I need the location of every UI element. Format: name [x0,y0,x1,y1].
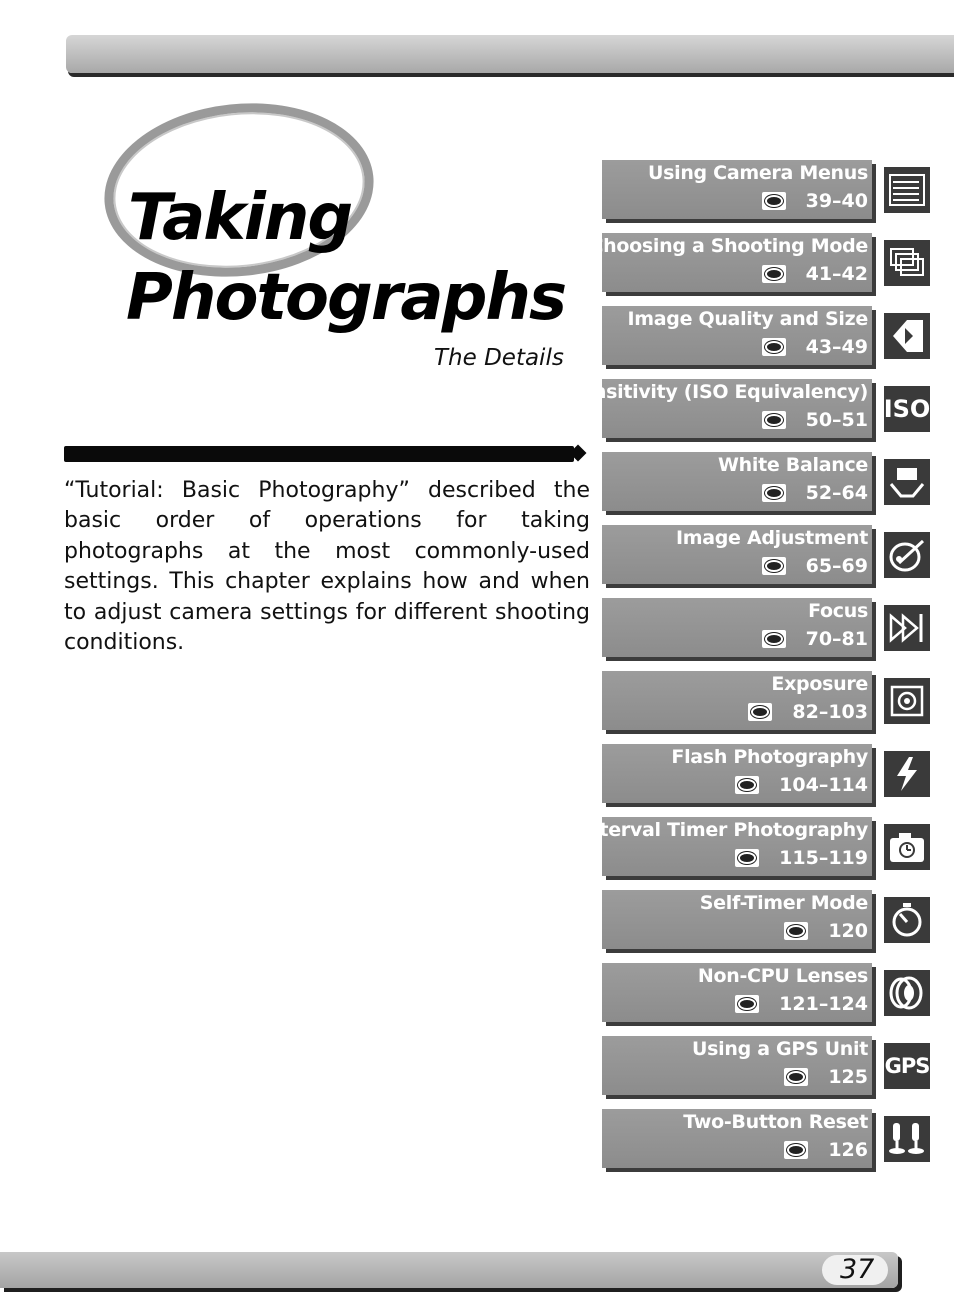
toc-item-focus[interactable] [602,598,932,671]
toc-tab [602,1036,872,1095]
toc-page-ref [762,555,868,577]
toc-pages: 121–124 [779,993,868,1015]
chapter-contents-list [566,160,932,1182]
toc-pages: 39–40 [805,190,868,212]
page-number: 37 [840,1254,875,1285]
focus-icon [884,605,930,651]
reference-eye-icon [762,411,786,429]
toc-item-sensitivity[interactable] [566,379,932,452]
gps-icon-text: GPS [884,1054,930,1078]
toc-page-ref [762,482,868,504]
toc-pages: 70–81 [805,628,868,650]
toc-label: White Balance [718,454,868,476]
toc-tab [602,525,872,584]
toc-pages: 41–42 [805,263,868,285]
white-balance-icon [884,459,930,505]
lens-icon [884,970,930,1016]
reference-eye-icon [748,703,772,721]
toc-page-ref [762,190,868,212]
toc-item-exposure[interactable] [602,671,932,744]
section-rule [64,446,574,462]
image-adjustment-icon [884,532,930,578]
toc-tab [602,306,872,365]
toc-label: Two-Button Reset [683,1111,868,1133]
footer-bar [0,1252,898,1288]
toc-item-interval-timer[interactable] [579,817,932,890]
toc-label: Image Adjustment [675,527,868,549]
toc-page-ref [784,920,868,942]
toc-label: Non-CPU Lenses [697,965,868,987]
toc-tab [602,671,872,730]
toc-label: Using Camera Menus [647,162,868,184]
toc-page-ref [762,409,868,431]
reference-eye-icon [784,922,808,940]
reference-eye-icon [762,557,786,575]
toc-pages: 43–49 [805,336,868,358]
toc-page-ref [784,1139,868,1161]
toc-pages: 104–114 [779,774,868,796]
toc-pages: 50–51 [805,409,868,431]
toc-pages: 52–64 [805,482,868,504]
toc-page-ref [762,336,868,358]
intro-paragraph: “Tutorial: Basic Photography” described the basic order of operations for taking photographs at the most commonly-used settings. This chapter explains how and when to adjust camera settings for different shooting conditions. [64,478,590,656]
chapter-title-line-2: Photographs [126,261,566,335]
reference-eye-icon [784,1141,808,1159]
toc-pages: 125 [828,1066,868,1088]
toc-page-ref [735,993,868,1015]
two-button-reset-icon [884,1116,930,1162]
toc-item-white-balance[interactable] [602,452,932,525]
reference-eye-icon [735,776,759,794]
toc-pages: 115–119 [779,847,868,869]
toc-page-ref [735,774,868,796]
toc-tab [602,160,872,219]
reference-eye-icon [735,995,759,1013]
toc-pages: 82–103 [792,701,868,723]
toc-tab [566,379,872,438]
toc-label: Exposure [771,673,868,695]
toc-page-ref [762,263,868,285]
toc-tab [602,598,872,657]
iso-icon-text: ISO [883,395,931,423]
toc-label: Choosing a Shooting Mode [589,235,868,257]
interval-timer-icon [884,824,930,870]
toc-pages: 120 [828,920,868,942]
reference-eye-icon [735,849,759,867]
toc-tab [602,452,872,511]
toc-item-camera-menus[interactable] [602,160,932,233]
menu-icon [884,167,930,213]
toc-item-self-timer[interactable] [602,890,932,963]
toc-item-image-quality[interactable] [602,306,932,379]
image-quality-icon [884,313,930,359]
flash-icon [884,751,930,797]
reference-eye-icon [762,338,786,356]
toc-page-ref [762,628,868,650]
toc-tab [579,817,872,876]
toc-tab [602,890,872,949]
toc-item-image-adjustment[interactable] [602,525,932,598]
toc-item-flash[interactable] [602,744,932,817]
toc-page-ref [748,701,868,723]
toc-tab [602,963,872,1022]
toc-label: Self-Timer Mode [699,892,868,914]
top-header-bar [66,35,954,73]
reference-eye-icon [762,265,786,283]
toc-label: Focus [808,600,868,622]
toc-tab [602,1109,872,1168]
toc-label: Flash Photography [671,746,868,768]
toc-label: Interval Timer Photography [579,819,868,841]
reference-eye-icon [762,484,786,502]
toc-label: Using a GPS Unit [692,1038,868,1060]
chapter-subtitle: The Details [434,345,564,371]
toc-label: Image Quality and Size [627,308,868,330]
chapter-title-line-1: Taking [128,181,352,255]
exposure-icon [884,678,930,724]
self-timer-icon [884,897,930,943]
toc-item-non-cpu-lenses[interactable] [602,963,932,1036]
gps-icon [884,1043,930,1089]
toc-pages: 65–69 [805,555,868,577]
toc-tab [589,233,872,292]
toc-tab [602,744,872,803]
reference-eye-icon [762,192,786,210]
toc-label: Sensitivity (ISO Equivalency) [566,381,868,403]
toc-pages: 126 [828,1139,868,1161]
toc-item-shooting-mode[interactable] [589,233,932,306]
toc-item-two-button-reset[interactable] [602,1109,932,1182]
reference-eye-icon [784,1068,808,1086]
toc-page-ref [784,1066,868,1088]
toc-item-gps[interactable] [602,1036,932,1109]
toc-page-ref [735,847,868,869]
shooting-mode-icon [884,240,930,286]
reference-eye-icon [762,630,786,648]
iso-icon [884,386,930,432]
